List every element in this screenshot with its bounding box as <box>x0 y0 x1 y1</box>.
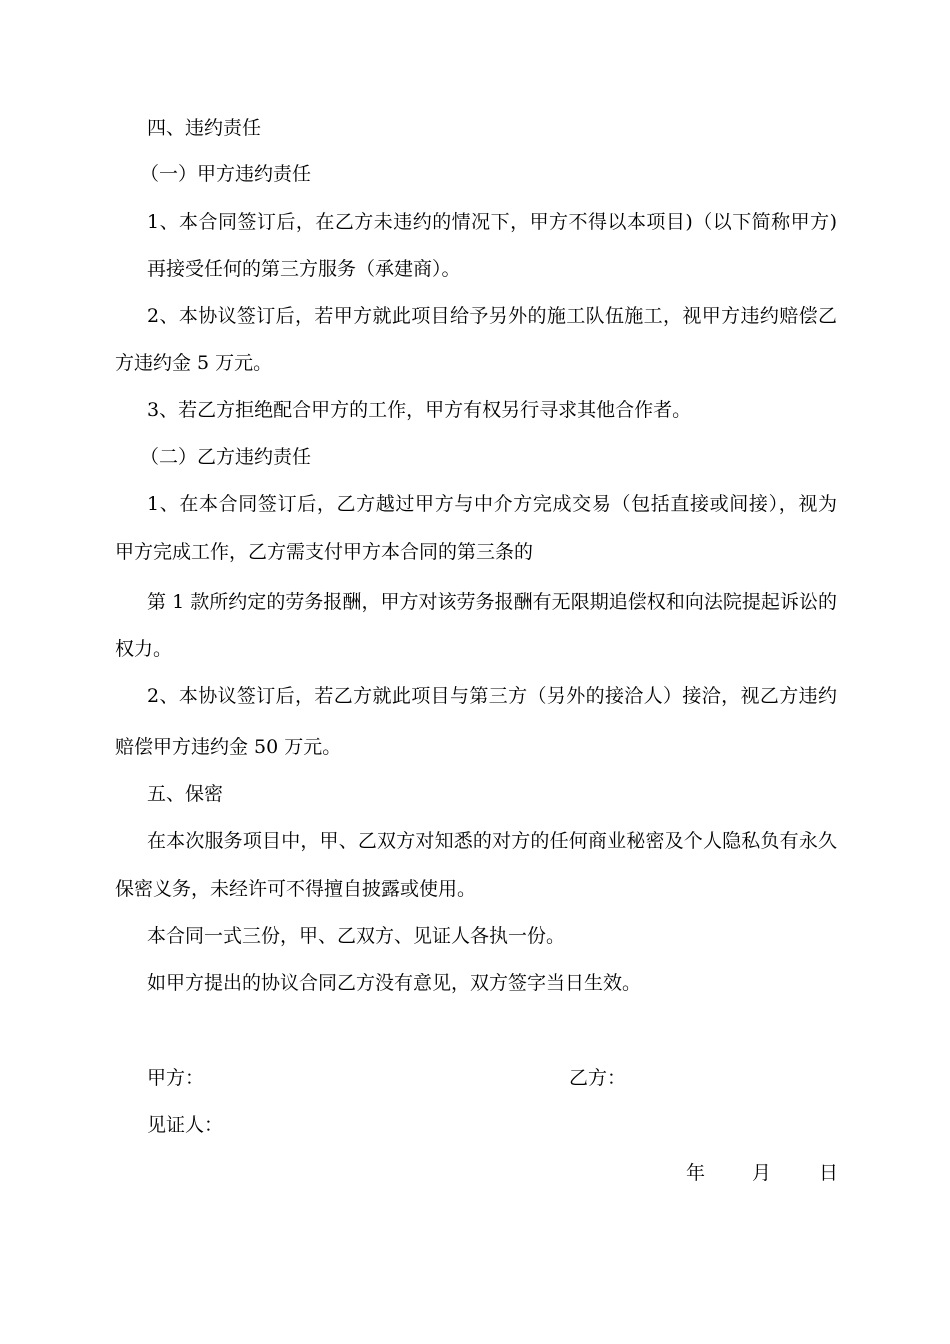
clause-1-line-2: 再接受任何的第三方服务（承建商）。 <box>147 258 461 280</box>
party-a-signature-label: 甲方： <box>147 1067 205 1089</box>
section-5-title: 五、保密 <box>147 783 224 805</box>
witness-signature-label: 见证人： <box>147 1114 224 1136</box>
subsection-1-title: （一）甲方违约责任 <box>140 163 312 185</box>
clause-4-line-2: 甲方完成工作，乙方需支付甲方本合同的第三条的 <box>115 541 534 563</box>
clause-4-line-3: 第 1 款所约定的劳务报酬，甲方对该劳务报酬有无限期追偿权和向法院提起诉讼的 <box>147 591 837 613</box>
clause-1-line-1: 1、本合同签订后，在乙方未违约的情况下，甲方不得以本项目)（以下简称甲方) <box>147 211 837 233</box>
date-month-label: 月 <box>752 1162 772 1184</box>
clause-5-line-1: 2、本协议签订后，若乙方就此项目与第三方（另外的接洽人）接洽，视乙方违约 <box>147 685 837 707</box>
date-year-label: 年 <box>686 1162 706 1184</box>
subsection-2-title: （二）乙方违约责任 <box>140 446 312 468</box>
section-4-title: 四、违约责任 <box>147 117 262 139</box>
signature-date <box>686 1161 838 1185</box>
party-b-signature-label: 乙方： <box>569 1067 627 1089</box>
clause-3-line-1: 3、若乙方拒绝配合甲方的工作，甲方有权另行寻求其他合作者。 <box>147 399 692 421</box>
confidentiality-line-1: 在本次服务项目中，甲、乙双方对知悉的对方的任何商业秘密及个人隐私负有永久 <box>147 830 837 852</box>
clause-2-line-2: 方违约金 5 万元。 <box>115 352 273 374</box>
date-day-label: 日 <box>819 1162 839 1184</box>
clause-5-line-2: 赔偿甲方违约金 50 万元。 <box>115 736 342 758</box>
clause-4-line-4: 权力。 <box>115 638 173 660</box>
effective-clause: 如甲方提出的协议合同乙方没有意见，双方签字当日生效。 <box>147 972 642 994</box>
copies-clause: 本合同一式三份，甲、乙双方、见证人各执一份。 <box>147 925 566 947</box>
clause-2-line-1: 2、本协议签订后，若甲方就此项目给予另外的施工队伍施工，视甲方违约赔偿乙 <box>147 305 837 327</box>
confidentiality-line-2: 保密义务，未经许可不得擅自披露或使用。 <box>115 878 477 900</box>
clause-4-line-1: 1、在本合同签订后，乙方越过甲方与中介方完成交易（包括直接或间接），视为 <box>147 493 837 515</box>
